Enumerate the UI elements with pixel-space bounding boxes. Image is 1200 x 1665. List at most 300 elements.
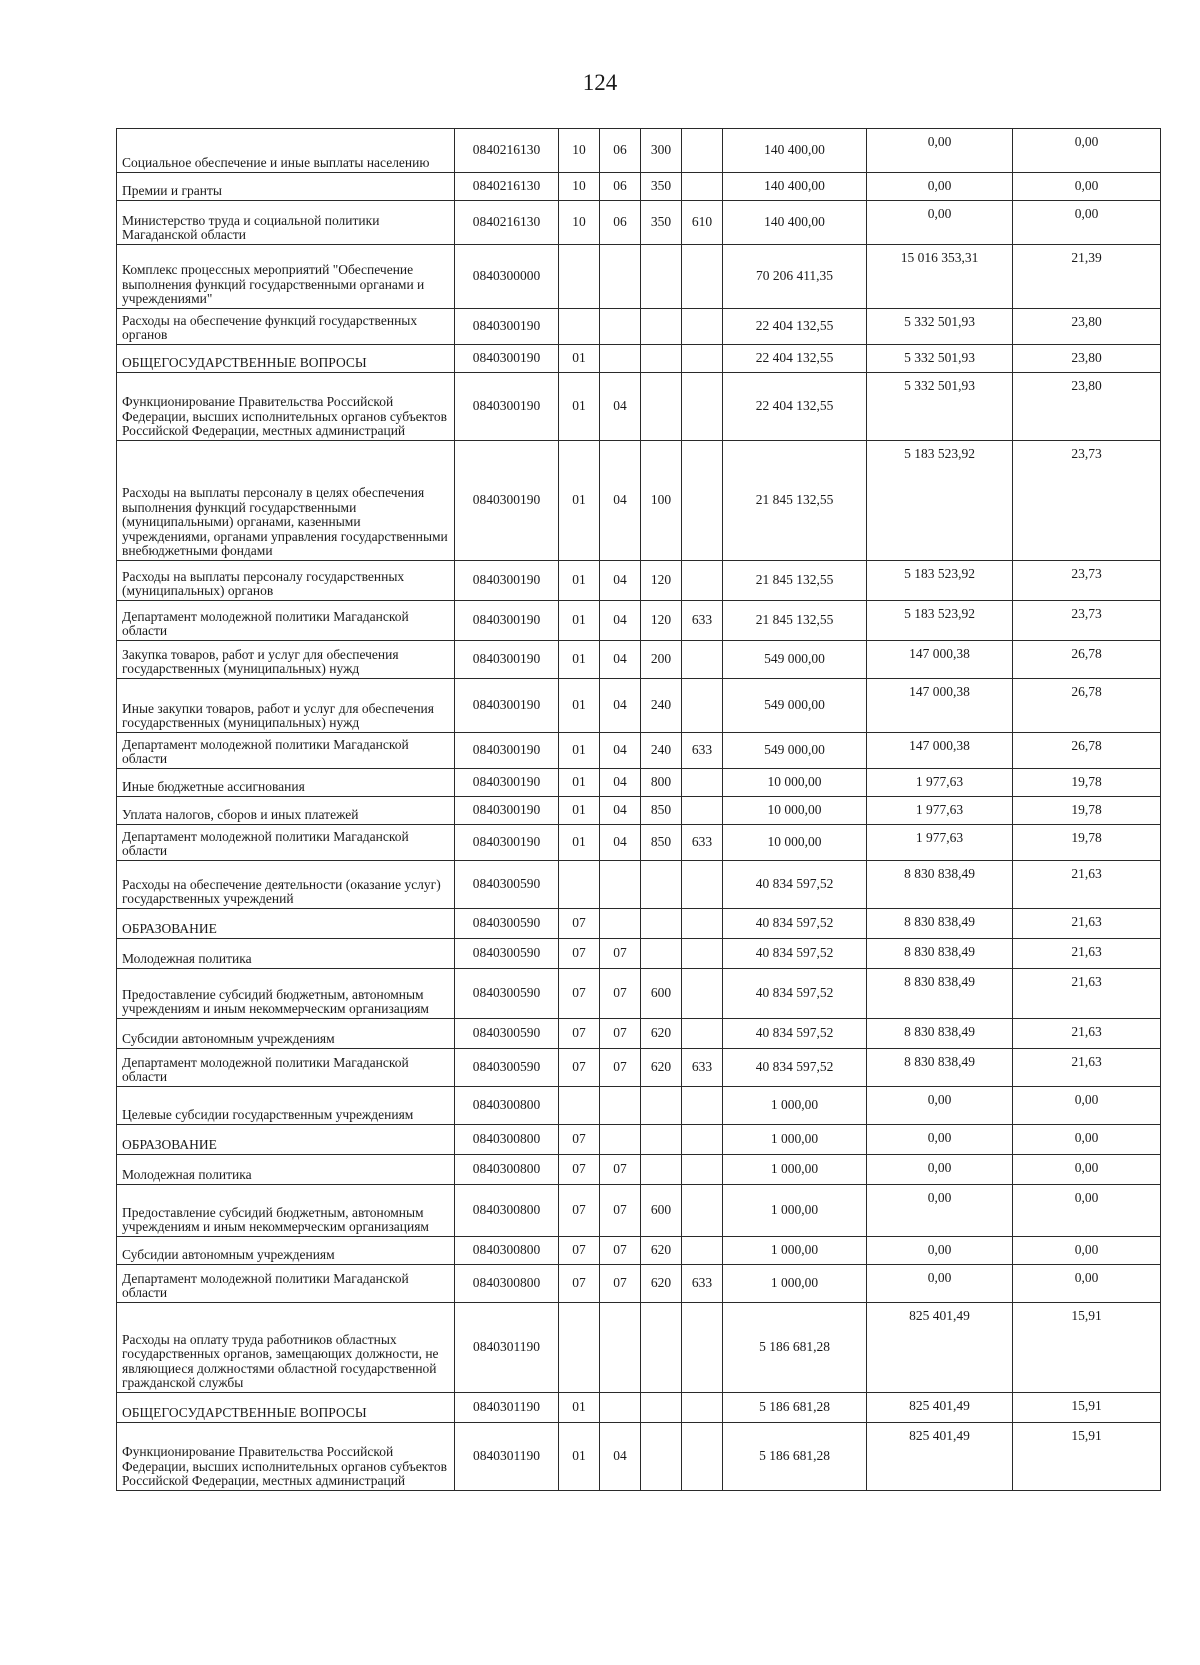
table-row (117, 939, 1161, 969)
table-row (117, 1237, 1161, 1265)
row-csr-code: 0840300800 (455, 1125, 559, 1155)
row-section-code: 10 (559, 129, 600, 173)
row-plan-amount: 22 404 132,55 (723, 309, 867, 345)
row-expense-type-code: 620 (641, 1049, 682, 1087)
row-plan-amount: 40 834 597,52 (723, 1049, 867, 1087)
row-executed-amount: 147 000,38 (867, 733, 1013, 769)
row-percent: 15,91 (1013, 1393, 1161, 1423)
row-section-code: 01 (559, 1393, 600, 1423)
row-executed-amount: 1 977,63 (867, 797, 1013, 825)
row-csr-code: 0840300800 (455, 1265, 559, 1303)
row-admin-code (682, 861, 723, 909)
table-row (117, 345, 1161, 373)
row-percent: 19,78 (1013, 825, 1161, 861)
row-percent: 0,00 (1013, 129, 1161, 173)
row-expense-type-code: 850 (641, 825, 682, 861)
row-name: ОБРАЗОВАНИЕ (117, 1125, 455, 1155)
row-plan-amount: 549 000,00 (723, 679, 867, 733)
row-section-code: 10 (559, 201, 600, 245)
row-plan-amount: 40 834 597,52 (723, 1019, 867, 1049)
row-executed-amount: 8 830 838,49 (867, 909, 1013, 939)
row-name: Министерство труда и социальной политики Магаданской области (117, 201, 455, 245)
row-csr-code: 0840300190 (455, 309, 559, 345)
row-section-code (559, 1087, 600, 1125)
row-csr-code: 0840300590 (455, 861, 559, 909)
row-admin-code (682, 909, 723, 939)
row-subsection-code: 04 (600, 679, 641, 733)
row-csr-code: 0840216130 (455, 201, 559, 245)
row-plan-amount: 40 834 597,52 (723, 939, 867, 969)
table-row (117, 1265, 1161, 1303)
row-subsection-code: 07 (600, 1237, 641, 1265)
row-csr-code: 0840300590 (455, 1019, 559, 1049)
row-section-code: 01 (559, 601, 600, 641)
row-csr-code: 0840300190 (455, 733, 559, 769)
table-row (117, 601, 1161, 641)
row-expense-type-code (641, 1423, 682, 1491)
row-expense-type-code: 620 (641, 1019, 682, 1049)
row-admin-code (682, 679, 723, 733)
row-admin-code (682, 797, 723, 825)
table-body (117, 129, 1161, 1491)
row-percent: 0,00 (1013, 1265, 1161, 1303)
table-row (117, 641, 1161, 679)
row-expense-type-code: 600 (641, 1185, 682, 1237)
row-name: Социальное обеспечение и иные выплаты населению (117, 129, 455, 173)
table-row (117, 733, 1161, 769)
row-admin-code (682, 969, 723, 1019)
row-plan-amount: 140 400,00 (723, 201, 867, 245)
row-csr-code: 0840300800 (455, 1237, 559, 1265)
row-expense-type-code (641, 1125, 682, 1155)
row-expense-type-code: 620 (641, 1237, 682, 1265)
row-expense-type-code (641, 309, 682, 345)
row-subsection-code: 04 (600, 641, 641, 679)
row-csr-code: 0840300800 (455, 1087, 559, 1125)
row-section-code: 07 (559, 1049, 600, 1087)
row-csr-code: 0840300190 (455, 769, 559, 797)
row-expense-type-code (641, 939, 682, 969)
table-row (117, 245, 1161, 309)
row-name: Департамент молодежной политики Магаданской области (117, 1265, 455, 1303)
row-name: Молодежная политика (117, 939, 455, 969)
row-subsection-code: 04 (600, 797, 641, 825)
row-percent: 0,00 (1013, 201, 1161, 245)
row-subsection-code: 04 (600, 769, 641, 797)
row-admin-code (682, 1125, 723, 1155)
row-subsection-code: 07 (600, 969, 641, 1019)
row-percent: 0,00 (1013, 1125, 1161, 1155)
row-csr-code: 0840300190 (455, 345, 559, 373)
row-plan-amount: 549 000,00 (723, 641, 867, 679)
row-plan-amount: 40 834 597,52 (723, 969, 867, 1019)
row-csr-code: 0840216130 (455, 129, 559, 173)
row-subsection-code (600, 245, 641, 309)
row-subsection-code (600, 1303, 641, 1393)
row-name: ОБРАЗОВАНИЕ (117, 909, 455, 939)
row-subsection-code: 04 (600, 1423, 641, 1491)
row-section-code: 01 (559, 733, 600, 769)
row-section-code: 01 (559, 769, 600, 797)
row-csr-code: 0840300190 (455, 373, 559, 441)
row-name: Целевые субсидии государственным учреждениям (117, 1087, 455, 1125)
row-subsection-code: 04 (600, 825, 641, 861)
row-section-code: 10 (559, 173, 600, 201)
row-section-code: 01 (559, 797, 600, 825)
row-subsection-code: 06 (600, 173, 641, 201)
row-name: Департамент молодежной политики Магаданской области (117, 733, 455, 769)
row-plan-amount: 1 000,00 (723, 1155, 867, 1185)
row-section-code: 07 (559, 1019, 600, 1049)
row-executed-amount: 825 401,49 (867, 1303, 1013, 1393)
row-csr-code: 0840300000 (455, 245, 559, 309)
row-section-code (559, 1303, 600, 1393)
row-name: ОБЩЕГОСУДАРСТВЕННЫЕ ВОПРОСЫ (117, 345, 455, 373)
row-admin-code: 633 (682, 601, 723, 641)
table-row (117, 825, 1161, 861)
row-name: Молодежная политика (117, 1155, 455, 1185)
row-admin-code (682, 1087, 723, 1125)
row-subsection-code (600, 309, 641, 345)
row-admin-code (682, 1237, 723, 1265)
row-executed-amount: 825 401,49 (867, 1393, 1013, 1423)
row-expense-type-code (641, 1155, 682, 1185)
table-row (117, 1423, 1161, 1491)
row-executed-amount: 147 000,38 (867, 641, 1013, 679)
row-plan-amount: 21 845 132,55 (723, 441, 867, 561)
row-subsection-code: 04 (600, 733, 641, 769)
budget-execution-table (116, 128, 1161, 1491)
row-percent: 23,80 (1013, 345, 1161, 373)
row-csr-code: 0840301190 (455, 1393, 559, 1423)
row-name: Комплекс процессных мероприятий "Обеспечение выполнения функций государственными органами и учреждениями" (117, 245, 455, 309)
row-subsection-code (600, 345, 641, 373)
row-plan-amount: 21 845 132,55 (723, 601, 867, 641)
row-section-code (559, 861, 600, 909)
row-csr-code: 0840216130 (455, 173, 559, 201)
row-percent: 21,63 (1013, 1049, 1161, 1087)
table-row (117, 969, 1161, 1019)
row-percent: 21,63 (1013, 939, 1161, 969)
table-row (117, 769, 1161, 797)
row-percent: 26,78 (1013, 733, 1161, 769)
row-csr-code: 0840300190 (455, 679, 559, 733)
row-admin-code: 610 (682, 201, 723, 245)
row-percent: 26,78 (1013, 641, 1161, 679)
row-executed-amount: 0,00 (867, 1237, 1013, 1265)
row-name: Расходы на обеспечение деятельности (оказание услуг) государственных учреждений (117, 861, 455, 909)
row-section-code: 01 (559, 345, 600, 373)
row-plan-amount: 1 000,00 (723, 1125, 867, 1155)
row-section-code: 07 (559, 969, 600, 1019)
row-csr-code: 0840300590 (455, 1049, 559, 1087)
row-subsection-code: 07 (600, 1049, 641, 1087)
row-subsection-code: 07 (600, 1185, 641, 1237)
row-executed-amount: 5 332 501,93 (867, 345, 1013, 373)
row-section-code: 07 (559, 1125, 600, 1155)
row-plan-amount: 10 000,00 (723, 825, 867, 861)
row-percent: 0,00 (1013, 1155, 1161, 1185)
table-row (117, 201, 1161, 245)
row-admin-code (682, 1423, 723, 1491)
row-subsection-code: 04 (600, 561, 641, 601)
table-row (117, 1155, 1161, 1185)
row-subsection-code (600, 1087, 641, 1125)
row-expense-type-code (641, 345, 682, 373)
table-row (117, 1393, 1161, 1423)
row-plan-amount: 22 404 132,55 (723, 373, 867, 441)
table-row (117, 173, 1161, 201)
row-admin-code (682, 641, 723, 679)
row-name: Департамент молодежной политики Магаданской области (117, 601, 455, 641)
row-section-code: 07 (559, 1265, 600, 1303)
row-name: Предоставление субсидий бюджетным, автономным учреждениям и иным некоммерческим организациям (117, 1185, 455, 1237)
row-section-code (559, 309, 600, 345)
row-executed-amount: 8 830 838,49 (867, 861, 1013, 909)
row-expense-type-code: 600 (641, 969, 682, 1019)
row-expense-type-code: 350 (641, 173, 682, 201)
row-csr-code: 0840300800 (455, 1155, 559, 1185)
row-executed-amount: 825 401,49 (867, 1423, 1013, 1491)
row-admin-code (682, 441, 723, 561)
row-percent: 21,63 (1013, 909, 1161, 939)
row-csr-code: 0840300190 (455, 601, 559, 641)
row-executed-amount: 147 000,38 (867, 679, 1013, 733)
row-executed-amount: 0,00 (867, 173, 1013, 201)
row-section-code: 01 (559, 641, 600, 679)
row-expense-type-code (641, 373, 682, 441)
row-name: Расходы на выплаты персоналу в целях обеспечения выполнения функций государственными (муниципальными) органами, казенными учреждениями, органами управления государственными внебюджетными фондами (117, 441, 455, 561)
row-percent: 19,78 (1013, 769, 1161, 797)
row-executed-amount: 0,00 (867, 1125, 1013, 1155)
table-row (117, 1087, 1161, 1125)
table-row (117, 797, 1161, 825)
table-row (117, 1303, 1161, 1393)
row-percent: 21,63 (1013, 969, 1161, 1019)
row-plan-amount: 40 834 597,52 (723, 909, 867, 939)
row-percent: 0,00 (1013, 1087, 1161, 1125)
table-row (117, 441, 1161, 561)
row-admin-code: 633 (682, 825, 723, 861)
row-plan-amount: 40 834 597,52 (723, 861, 867, 909)
row-name: Субсидии автономным учреждениям (117, 1237, 455, 1265)
row-admin-code (682, 1393, 723, 1423)
row-admin-code (682, 309, 723, 345)
row-plan-amount: 22 404 132,55 (723, 345, 867, 373)
row-section-code: 01 (559, 561, 600, 601)
row-percent: 23,80 (1013, 309, 1161, 345)
row-plan-amount: 10 000,00 (723, 797, 867, 825)
row-admin-code (682, 1303, 723, 1393)
row-expense-type-code (641, 245, 682, 309)
row-plan-amount: 5 186 681,28 (723, 1423, 867, 1491)
row-subsection-code (600, 909, 641, 939)
row-section-code: 01 (559, 441, 600, 561)
row-executed-amount: 8 830 838,49 (867, 969, 1013, 1019)
row-name: Иные бюджетные ассигнования (117, 769, 455, 797)
row-expense-type-code: 120 (641, 601, 682, 641)
row-executed-amount: 8 830 838,49 (867, 1049, 1013, 1087)
row-executed-amount: 0,00 (867, 1155, 1013, 1185)
row-csr-code: 0840300190 (455, 797, 559, 825)
row-plan-amount: 70 206 411,35 (723, 245, 867, 309)
row-subsection-code: 04 (600, 601, 641, 641)
row-executed-amount: 1 977,63 (867, 769, 1013, 797)
row-admin-code (682, 1019, 723, 1049)
row-percent: 0,00 (1013, 1237, 1161, 1265)
row-executed-amount: 0,00 (867, 201, 1013, 245)
row-plan-amount: 1 000,00 (723, 1237, 867, 1265)
row-subsection-code: 06 (600, 129, 641, 173)
row-section-code: 07 (559, 909, 600, 939)
row-percent: 15,91 (1013, 1423, 1161, 1491)
row-csr-code: 0840301190 (455, 1423, 559, 1491)
row-admin-code (682, 1185, 723, 1237)
row-subsection-code: 04 (600, 441, 641, 561)
row-name: Расходы на выплаты персоналу государственных (муниципальных) органов (117, 561, 455, 601)
row-percent: 15,91 (1013, 1303, 1161, 1393)
row-expense-type-code: 240 (641, 679, 682, 733)
row-name: Уплата налогов, сборов и иных платежей (117, 797, 455, 825)
row-subsection-code: 06 (600, 201, 641, 245)
row-executed-amount: 5 332 501,93 (867, 309, 1013, 345)
row-percent: 0,00 (1013, 1185, 1161, 1237)
row-admin-code: 633 (682, 733, 723, 769)
row-name: Закупка товаров, работ и услуг для обеспечения государственных (муниципальных) нужд (117, 641, 455, 679)
row-executed-amount: 0,00 (867, 1087, 1013, 1125)
row-csr-code: 0840300190 (455, 641, 559, 679)
row-expense-type-code: 300 (641, 129, 682, 173)
row-name: Департамент молодежной политики Магаданской области (117, 1049, 455, 1087)
row-name: Премии и гранты (117, 173, 455, 201)
row-executed-amount: 5 183 523,92 (867, 601, 1013, 641)
row-name: Иные закупки товаров, работ и услуг для обеспечения государственных (муниципальных) нужд (117, 679, 455, 733)
row-subsection-code: 07 (600, 1155, 641, 1185)
row-csr-code: 0840300190 (455, 561, 559, 601)
row-executed-amount: 0,00 (867, 1185, 1013, 1237)
row-plan-amount: 140 400,00 (723, 129, 867, 173)
row-executed-amount: 8 830 838,49 (867, 1019, 1013, 1049)
row-plan-amount: 21 845 132,55 (723, 561, 867, 601)
row-name: Департамент молодежной политики Магаданской области (117, 825, 455, 861)
row-percent: 0,00 (1013, 173, 1161, 201)
row-plan-amount: 5 186 681,28 (723, 1303, 867, 1393)
row-expense-type-code: 240 (641, 733, 682, 769)
row-executed-amount: 5 332 501,93 (867, 373, 1013, 441)
row-admin-code: 633 (682, 1265, 723, 1303)
row-section-code: 01 (559, 825, 600, 861)
row-subsection-code: 07 (600, 1019, 641, 1049)
row-admin-code (682, 173, 723, 201)
row-admin-code (682, 245, 723, 309)
row-executed-amount: 1 977,63 (867, 825, 1013, 861)
table-row (117, 373, 1161, 441)
row-expense-type-code: 120 (641, 561, 682, 601)
row-executed-amount: 5 183 523,92 (867, 441, 1013, 561)
row-percent: 21,63 (1013, 1019, 1161, 1049)
row-subsection-code (600, 1125, 641, 1155)
row-name: ОБЩЕГОСУДАРСТВЕННЫЕ ВОПРОСЫ (117, 1393, 455, 1423)
row-executed-amount: 0,00 (867, 1265, 1013, 1303)
row-admin-code (682, 1155, 723, 1185)
row-subsection-code: 07 (600, 939, 641, 969)
table-row (117, 129, 1161, 173)
row-expense-type-code (641, 1087, 682, 1125)
row-expense-type-code (641, 861, 682, 909)
row-percent: 23,80 (1013, 373, 1161, 441)
table-row (117, 309, 1161, 345)
row-csr-code: 0840300590 (455, 969, 559, 1019)
row-csr-code: 0840300590 (455, 939, 559, 969)
row-name: Расходы на оплату труда работников областных государственных органов, замещающих должности, не являющиеся должностями областной государственной гражданской службы (117, 1303, 455, 1393)
row-section-code: 07 (559, 1155, 600, 1185)
row-expense-type-code: 350 (641, 201, 682, 245)
table-row (117, 861, 1161, 909)
row-subsection-code (600, 861, 641, 909)
row-executed-amount: 5 183 523,92 (867, 561, 1013, 601)
table-row (117, 909, 1161, 939)
row-name: Расходы на обеспечение функций государственных органов (117, 309, 455, 345)
row-plan-amount: 549 000,00 (723, 733, 867, 769)
row-subsection-code (600, 1393, 641, 1423)
row-plan-amount: 10 000,00 (723, 769, 867, 797)
table-row (117, 1049, 1161, 1087)
row-section-code: 01 (559, 373, 600, 441)
row-expense-type-code (641, 909, 682, 939)
row-plan-amount: 1 000,00 (723, 1087, 867, 1125)
row-percent: 21,63 (1013, 861, 1161, 909)
row-csr-code: 0840300590 (455, 909, 559, 939)
row-percent: 23,73 (1013, 561, 1161, 601)
row-section-code: 07 (559, 1237, 600, 1265)
table-row (117, 561, 1161, 601)
row-executed-amount: 15 016 353,31 (867, 245, 1013, 309)
table-row (117, 679, 1161, 733)
row-admin-code (682, 373, 723, 441)
row-plan-amount: 5 186 681,28 (723, 1393, 867, 1423)
row-percent: 19,78 (1013, 797, 1161, 825)
row-percent: 23,73 (1013, 441, 1161, 561)
row-expense-type-code: 100 (641, 441, 682, 561)
row-admin-code (682, 769, 723, 797)
row-admin-code (682, 129, 723, 173)
row-admin-code (682, 561, 723, 601)
row-csr-code: 0840301190 (455, 1303, 559, 1393)
row-plan-amount: 1 000,00 (723, 1265, 867, 1303)
table-row (117, 1185, 1161, 1237)
row-expense-type-code (641, 1303, 682, 1393)
page-number: 124 (582, 70, 618, 95)
row-csr-code: 0840300190 (455, 441, 559, 561)
row-executed-amount: 8 830 838,49 (867, 939, 1013, 969)
row-csr-code: 0840300190 (455, 825, 559, 861)
row-subsection-code: 07 (600, 1265, 641, 1303)
row-name: Функционирование Правительства Российской Федерации, высших исполнительных органов субъектов Российской Федерации, местных администраций (117, 1423, 455, 1491)
row-section-code: 07 (559, 939, 600, 969)
row-expense-type-code: 620 (641, 1265, 682, 1303)
row-section-code (559, 245, 600, 309)
row-csr-code: 0840300800 (455, 1185, 559, 1237)
row-expense-type-code: 800 (641, 769, 682, 797)
row-admin-code: 633 (682, 1049, 723, 1087)
row-admin-code (682, 939, 723, 969)
table-row (117, 1019, 1161, 1049)
row-name: Субсидии автономным учреждениям (117, 1019, 455, 1049)
row-percent: 23,73 (1013, 601, 1161, 641)
row-expense-type-code (641, 1393, 682, 1423)
row-subsection-code: 04 (600, 373, 641, 441)
table-row (117, 1125, 1161, 1155)
